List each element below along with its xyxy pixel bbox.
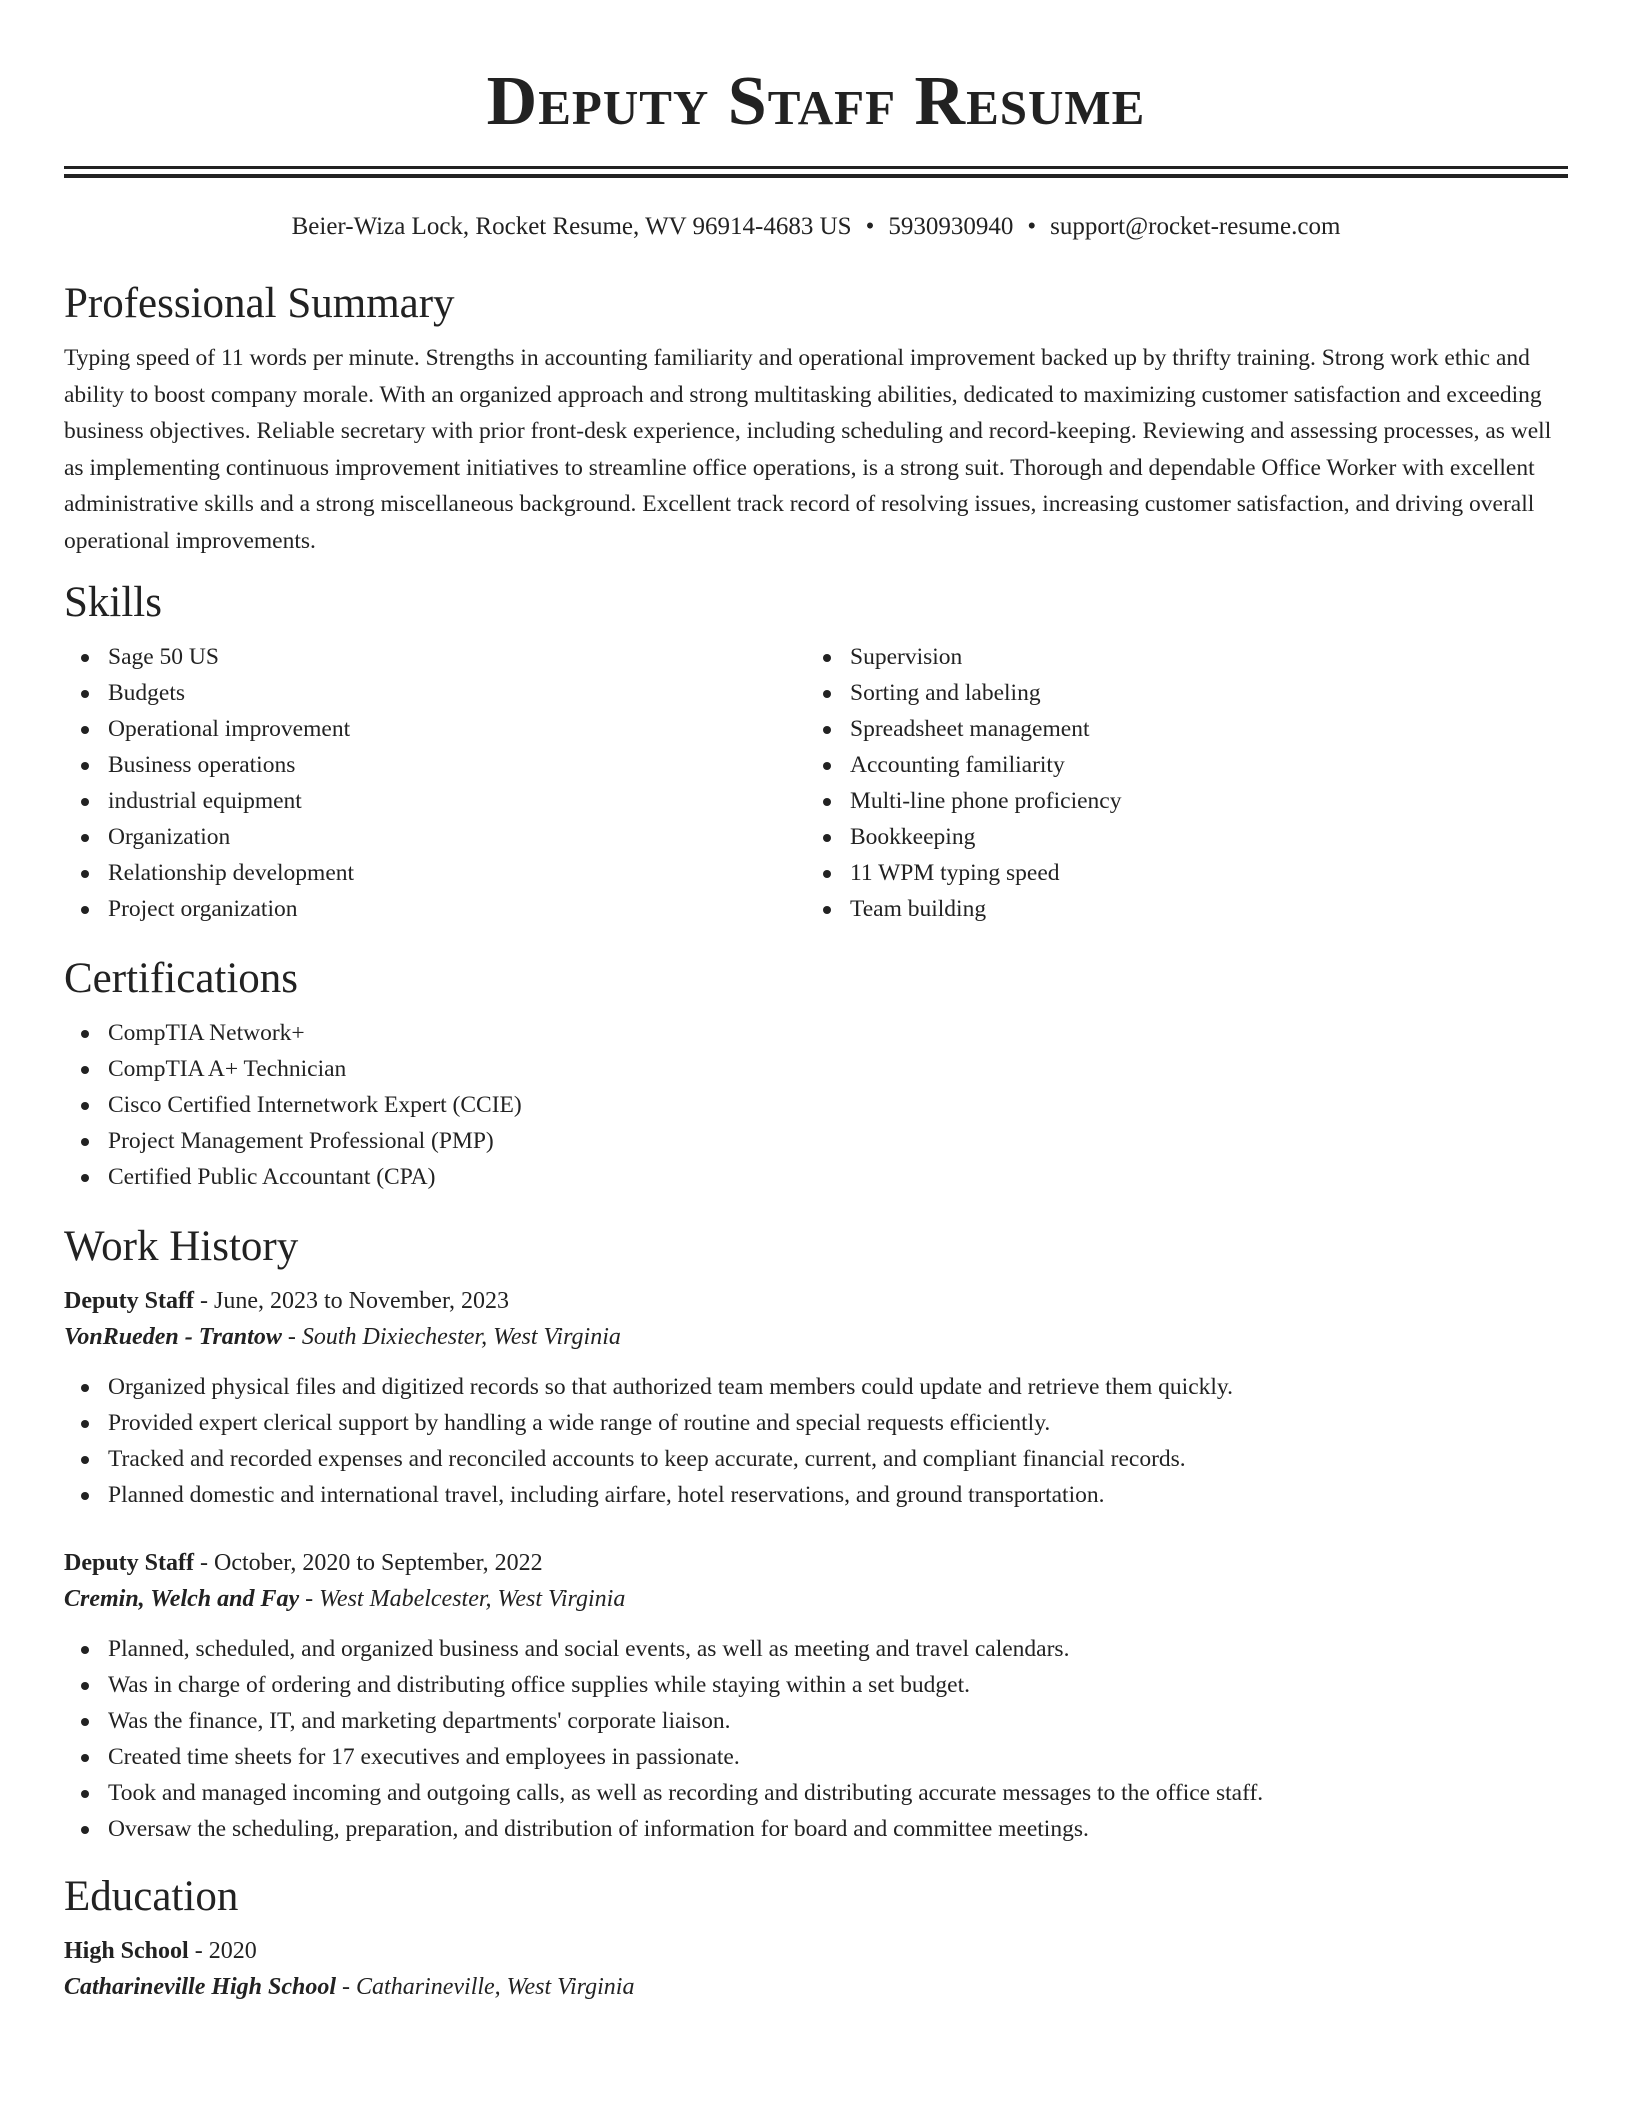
skill-item: Budgets <box>64 675 806 711</box>
job-title-line <box>64 1545 1568 1581</box>
job-bullet: Provided expert clerical support by handling a wide range of routine and special requests efficiently. <box>64 1405 1568 1441</box>
skill-item: Organization <box>64 819 806 855</box>
contact-phone: 5930930940 <box>888 213 1014 240</box>
job-bullet: Planned, scheduled, and organized business and social events, as well as meeting and travel calendars. <box>64 1631 1568 1667</box>
employer-line <box>64 1319 1568 1355</box>
certification-item: Project Management Professional (PMP) <box>64 1123 1568 1159</box>
job-title: Deputy Staff <box>64 1550 194 1576</box>
job-bullet: Created time sheets for 17 executives and employees in passionate. <box>64 1739 1568 1775</box>
skill-item: Bookkeeping <box>806 819 1548 855</box>
skill-item: industrial equipment <box>64 783 806 819</box>
job-entry <box>64 1545 1568 1847</box>
certification-item: CompTIA A+ Technician <box>64 1051 1568 1087</box>
education-entry <box>64 1933 1568 2005</box>
section-heading-summary: Professional Summary <box>64 280 455 327</box>
skill-item: Business operations <box>64 747 806 783</box>
job-bullets <box>64 1631 1568 1847</box>
school-line <box>64 1969 1568 2005</box>
skills-column-right <box>806 639 1548 927</box>
section-heading-education: Education <box>64 1873 239 1920</box>
certifications-list <box>64 1015 1568 1195</box>
school-name: Catharineville High School <box>64 1974 337 2000</box>
employer-name: VonRueden - Trantow <box>64 1324 282 1350</box>
contact-address: Beier-Wiza Lock, Rocket Resume, WV 96914-4683 US <box>291 213 852 240</box>
skill-item: Project organization <box>64 891 806 927</box>
graduation-year: - 2020 <box>194 1938 257 1964</box>
job-bullets <box>64 1369 1568 1513</box>
skill-item: Sorting and labeling <box>806 675 1548 711</box>
resume-page <box>64 0 1568 2005</box>
skill-item: Team building <box>806 891 1548 927</box>
job-bullet: Planned domestic and international travel, including airfare, hotel reservations, and ground transportation. <box>64 1477 1568 1513</box>
certification-item: CompTIA Network+ <box>64 1015 1568 1051</box>
contact-separator: • <box>1027 213 1037 240</box>
title-double-rule <box>64 166 1568 178</box>
contact-separator: • <box>865 213 875 240</box>
job-bullet: Was in charge of ordering and distributing office supplies while staying within a set budget. <box>64 1667 1568 1703</box>
section-heading-certifications: Certifications <box>64 955 299 1002</box>
job-dates: - October, 2020 to September, 2022 <box>200 1550 543 1576</box>
employer-line <box>64 1581 1568 1617</box>
contact-email[interactable]: support@rocket-resume.com <box>1050 213 1341 240</box>
employer-name: Cremin, Welch and Fay <box>64 1586 300 1612</box>
job-bullet: Organized physical files and digitized records so that authorized team members could update and retrieve them quickly. <box>64 1369 1568 1405</box>
degree-name: High School <box>64 1938 189 1964</box>
employer-location: - West Mabelcester, West Virginia <box>305 1586 626 1612</box>
job-dates: - June, 2023 to November, 2023 <box>200 1288 509 1314</box>
skills-grid <box>64 639 1568 927</box>
skills-column-left <box>64 639 806 927</box>
skill-item: Relationship development <box>64 855 806 891</box>
job-title: Deputy Staff <box>64 1288 194 1314</box>
section-heading-skills: Skills <box>64 579 162 626</box>
job-entry <box>64 1283 1568 1513</box>
skill-item: Spreadsheet management <box>806 711 1548 747</box>
skill-item: Sage 50 US <box>64 639 806 675</box>
job-title-line <box>64 1283 1568 1319</box>
certification-item: Certified Public Accountant (CPA) <box>64 1159 1568 1195</box>
skill-item: Operational improvement <box>64 711 806 747</box>
skill-item: Accounting familiarity <box>806 747 1548 783</box>
certification-item: Cisco Certified Internetwork Expert (CCIE) <box>64 1087 1568 1123</box>
resume-title: Deputy Staff Resume <box>486 63 1146 140</box>
contact-line <box>64 212 1568 242</box>
school-location: - Catharineville, West Virginia <box>342 1974 635 2000</box>
job-bullet: Tracked and recorded expenses and reconciled accounts to keep accurate, current, and compliant financial records. <box>64 1441 1568 1477</box>
employer-location: - South Dixiechester, West Virginia <box>287 1324 621 1350</box>
skill-item: 11 WPM typing speed <box>806 855 1548 891</box>
job-bullet: Oversaw the scheduling, preparation, and distribution of information for board and committee meetings. <box>64 1811 1568 1847</box>
degree-line <box>64 1933 1568 1969</box>
skill-item: Supervision <box>806 639 1548 675</box>
job-bullet: Was the finance, IT, and marketing departments' corporate liaison. <box>64 1703 1568 1739</box>
section-heading-work-history: Work History <box>64 1223 299 1270</box>
job-bullet: Took and managed incoming and outgoing calls, as well as recording and distributing accurate messages to the office staff. <box>64 1775 1568 1811</box>
skill-item: Multi-line phone proficiency <box>806 783 1548 819</box>
summary-text: Typing speed of 11 words per minute. Strengths in accounting familiarity and operational improvement backed up by thrifty training. Strong work ethic and ability to boost company morale. With an organized approach and strong multitasking abilities, dedicated to maximizing customer satisfaction and exceeding business objectives. Reliable secretary with prior front-desk experience, including scheduling and record-keeping. Reviewing and assessing processes, as well as implementing continuous improvement initiatives to streamline office operations, is a strong suit. Thorough and dependable Office Worker with excellent administrative skills and a strong miscellaneous background. Excellent track record of resolving issues, increasing customer satisfaction, and driving overall operational improvements. <box>64 345 1552 554</box>
